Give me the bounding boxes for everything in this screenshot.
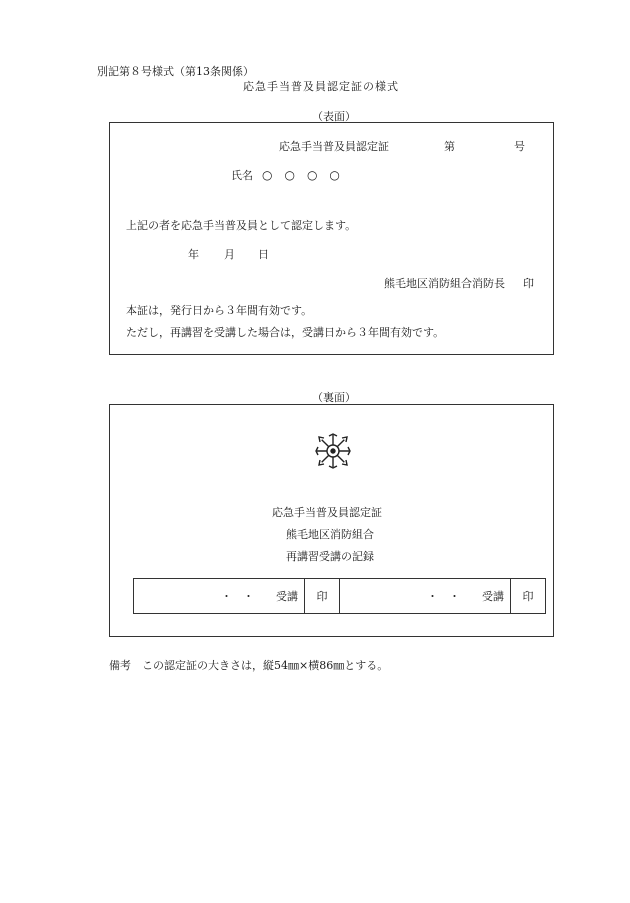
- record-seal: 印: [316, 590, 328, 603]
- record-seal: 印: [522, 590, 534, 603]
- front-heading: （表面）: [312, 110, 356, 123]
- table-row: [134, 579, 546, 614]
- date-day: 日: [258, 248, 269, 261]
- number-prefix: 第: [444, 140, 455, 153]
- record-date: ・ ・: [221, 590, 254, 603]
- issuer: 熊毛地区消防組合消防長: [384, 277, 505, 290]
- record-label: 受講: [276, 590, 298, 603]
- form-number: 別記第８号様式（第13条関係）: [97, 65, 254, 78]
- cert-name: 応急手当普及員認定証: [279, 140, 389, 153]
- back-card: [109, 404, 554, 637]
- record-label: 受講: [482, 590, 504, 603]
- record-seal-cell: [305, 579, 340, 614]
- page-title: 応急手当普及員認定証の様式: [243, 80, 399, 93]
- date-month: 月: [224, 248, 235, 261]
- issuer-seal: 印: [523, 277, 534, 290]
- record-date: ・ ・: [427, 590, 460, 603]
- retraining-record-table: [133, 578, 546, 614]
- number-suffix: 号: [514, 140, 525, 153]
- validity-line-2: ただし，再講習を受講した場合は，受講日から３年間有効です。: [126, 326, 445, 339]
- date-year: 年: [188, 248, 199, 261]
- fire-department-emblem-icon: [315, 433, 351, 469]
- name-value: ○ ○ ○ ○: [262, 168, 340, 182]
- back-line-cert-name: 応急手当普及員認定証: [272, 506, 382, 519]
- back-line-record-title: 再講習受講の記録: [286, 550, 374, 563]
- back-heading: （裏面）: [312, 391, 356, 404]
- statement: 上記の者を応急手当普及員として認定します。: [126, 219, 357, 232]
- record-cell: [340, 579, 511, 614]
- front-card: [109, 122, 554, 355]
- back-line-org: 熊毛地区消防組合: [286, 528, 374, 541]
- record-cell: [134, 579, 305, 614]
- name-label: 氏名: [231, 169, 253, 182]
- validity-line-1: 本証は，発行日から３年間有効です。: [126, 304, 313, 317]
- size-note: 備考 この認定証の大きさは，縦54㎜×横86㎜とする。: [109, 659, 389, 672]
- record-seal-cell: [511, 579, 546, 614]
